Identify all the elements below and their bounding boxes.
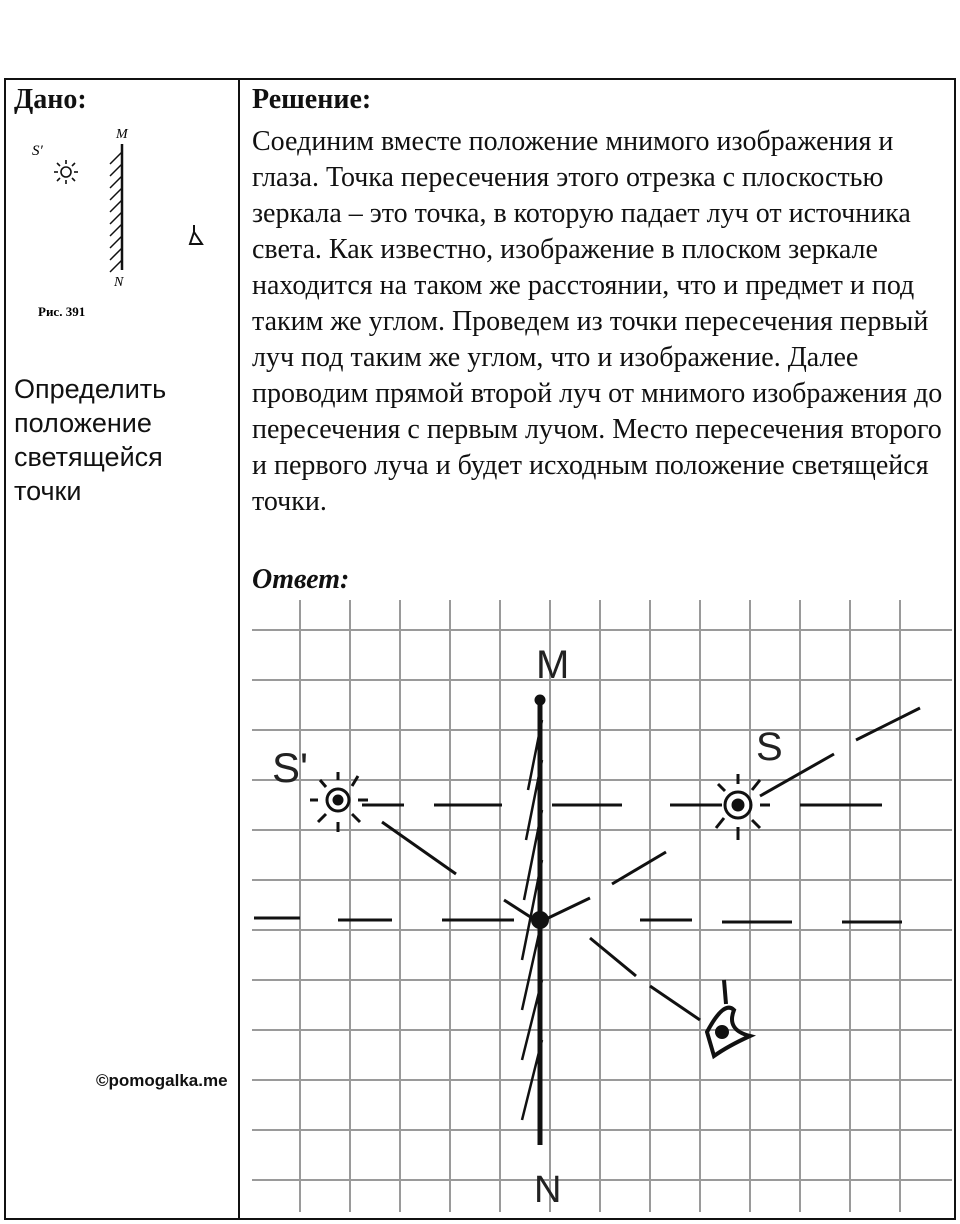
solution-table [4,78,956,1220]
watermark: ©pomogalka.me [96,1071,228,1090]
task-text: Определить положение светящейся точки [14,374,167,506]
mirror-figure-391 [26,120,226,320]
answer-label-s: S [756,725,783,769]
figure-label-n: N [114,275,124,290]
eye-icon [707,980,750,1056]
light-source-icon [54,160,78,184]
eye-icon [190,225,202,244]
reflection-point [531,911,549,929]
answer-label-s-prime: S' [272,744,309,791]
figure-caption: Рис. 391 [38,304,86,319]
dashed-line-bottom [254,918,902,922]
grid-paper [252,600,952,1212]
given-header: Дано: [14,84,87,115]
solution-text: Соединим вместе положение мнимого изображения и глаза. Точка пересечения этого отрезка с плоскостью зеркала – это точка, в которую падает луч от источника света. Как известно, изображение в плоском зеркале находится на таком же расстоянии, что и предмет и под таким же углом. Проведем из точки пересечения первый луч под таким же углом, что и изображение. Далее проводим прямой второй луч от мнимого изображения до пересечения с первым лучом. Место пересечения второго и первого луча и будет исходным положение светящейся точки. [252,126,943,517]
answer-label-m: M [536,643,570,687]
solution-header: Решение: [252,84,372,115]
answer-figure [252,600,952,1212]
given-column [6,80,240,1218]
figure-label-m: M [116,127,128,142]
answer-label-n: N [534,1169,562,1211]
answer-header: Ответ: [252,564,350,595]
figure-label-s-prime: S′ [32,143,43,159]
mirror-mn [110,144,122,272]
solution-column [240,80,954,1218]
